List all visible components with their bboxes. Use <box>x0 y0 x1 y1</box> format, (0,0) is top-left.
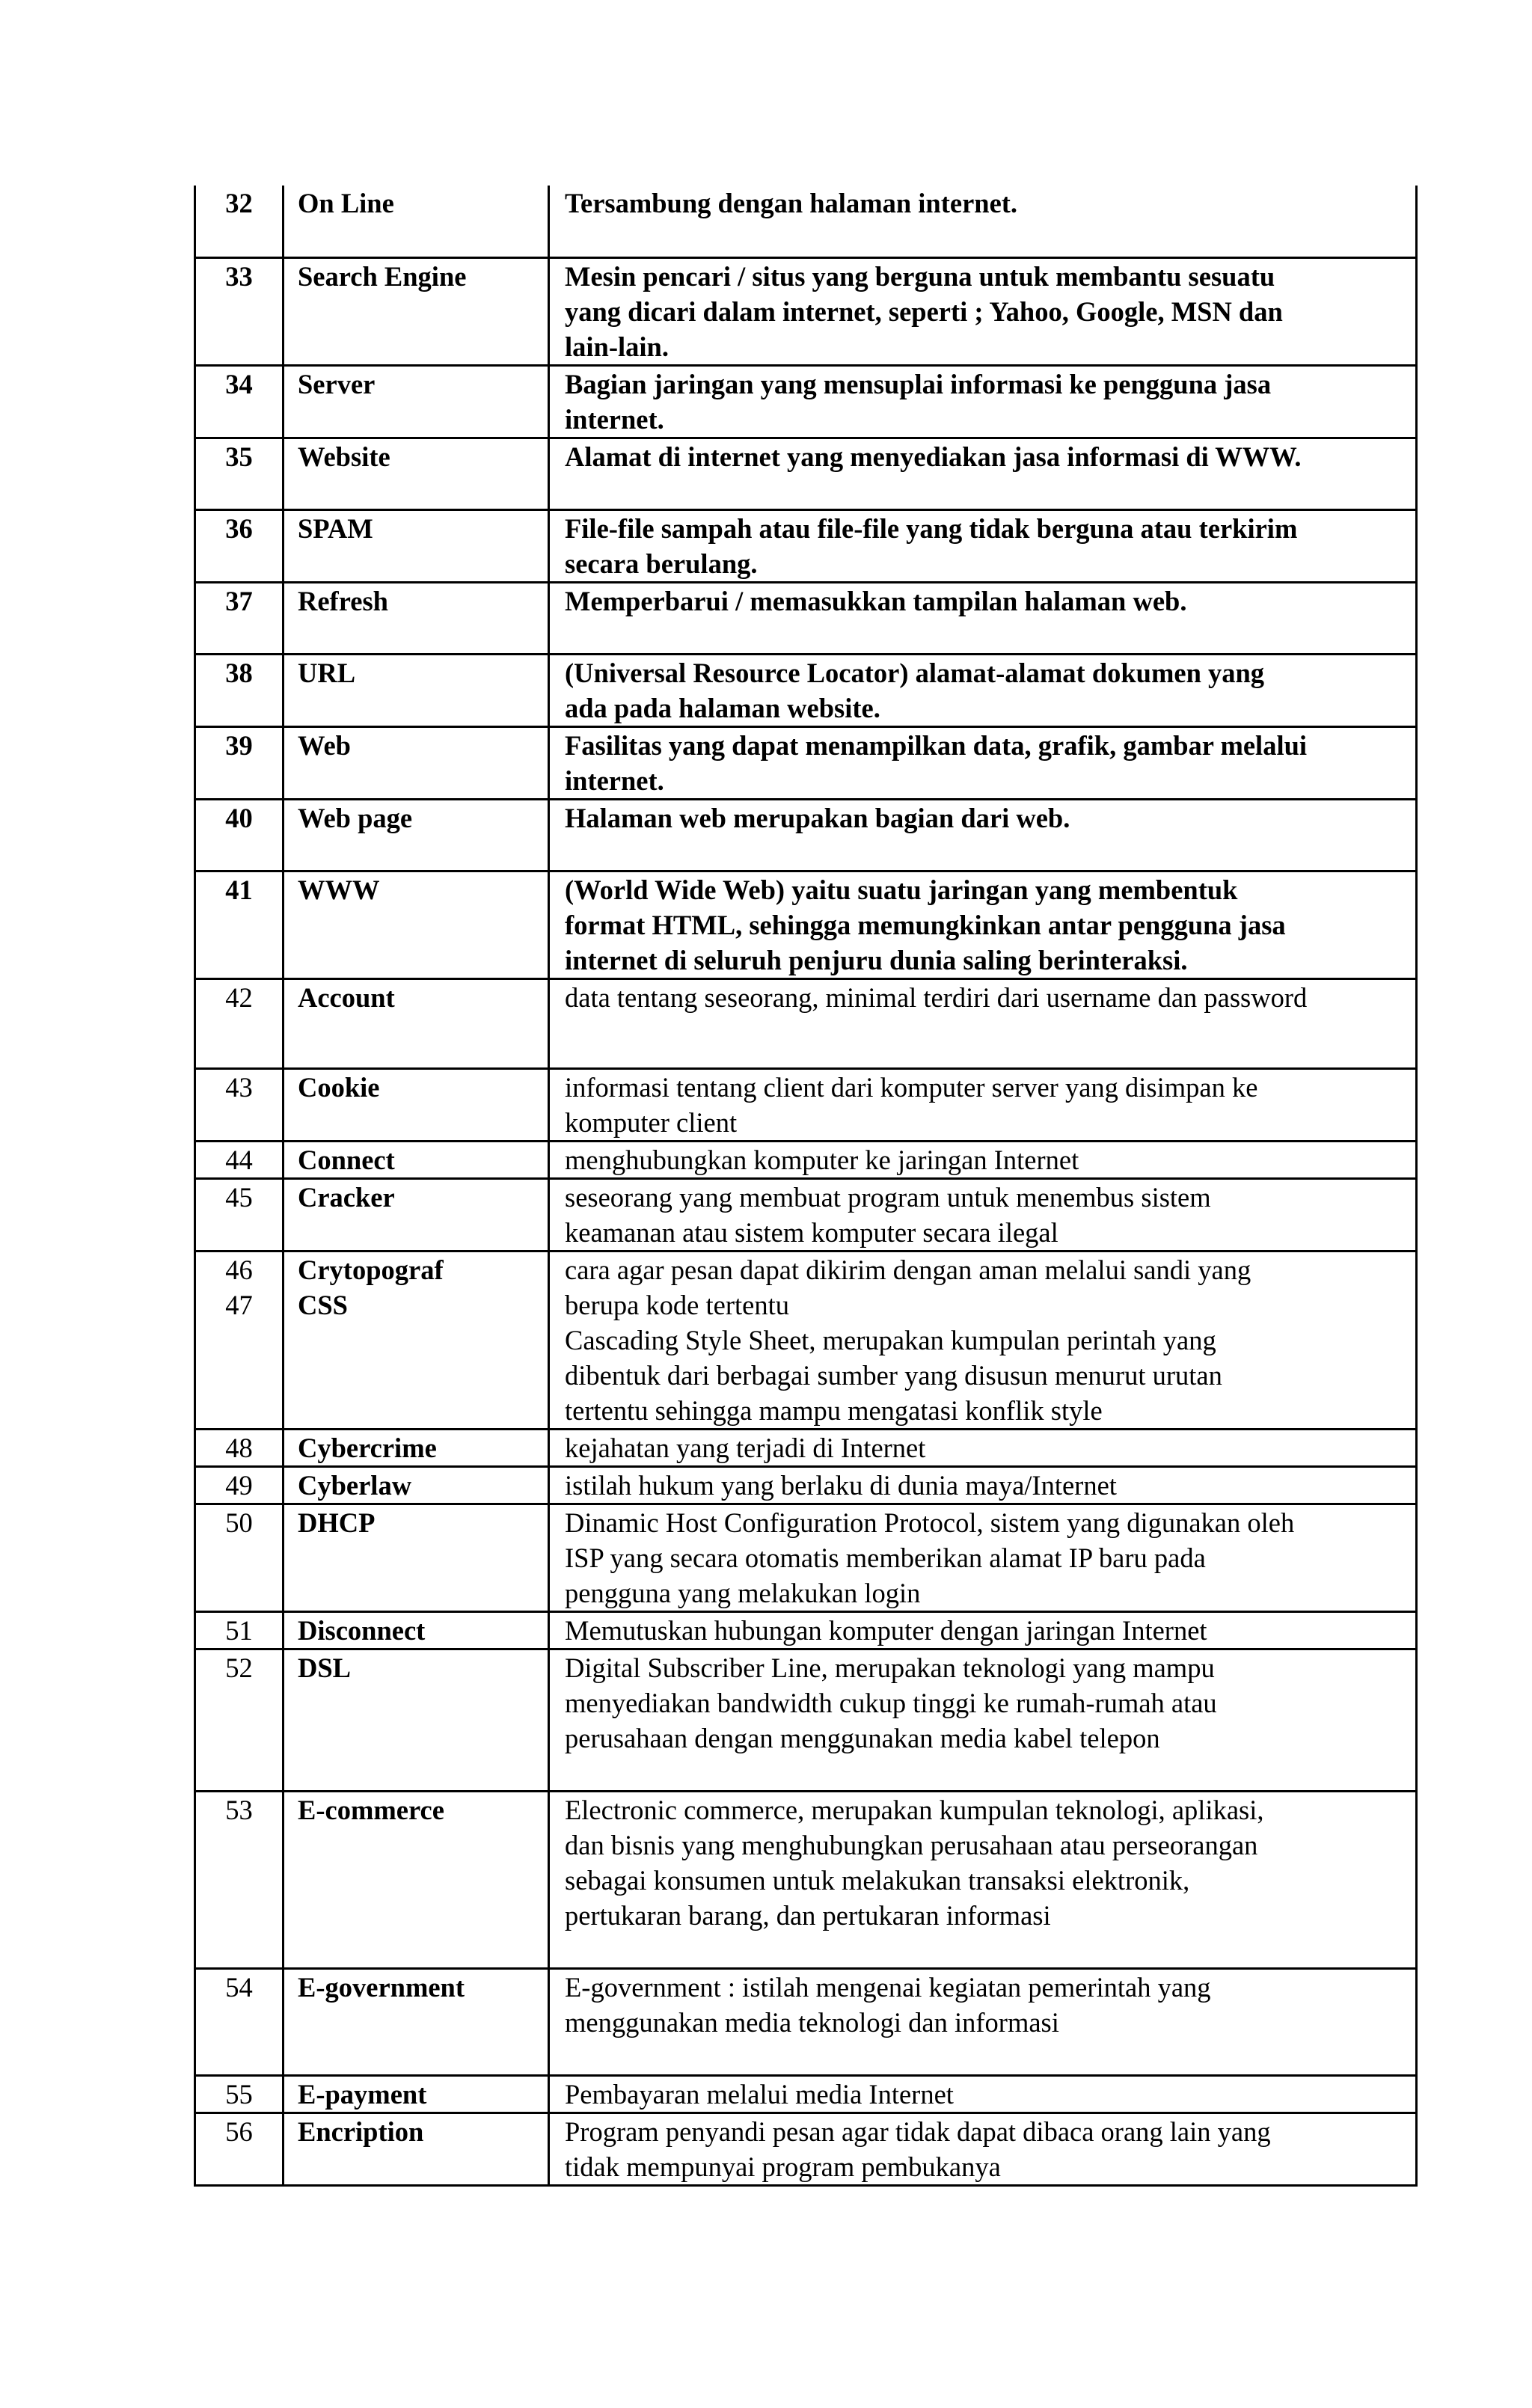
definition-cell <box>549 1141 1417 1178</box>
term-cell-line: Cracker <box>298 1181 395 1213</box>
definition-cell-line: istilah hukum yang berlaku di dunia maya/Internet <box>565 1469 1117 1501</box>
table-row <box>195 1968 1417 2075</box>
definition-cell-line: lain-lain. <box>565 331 669 362</box>
term-cell <box>284 1791 549 1968</box>
term-cell-line: Web page <box>298 802 413 833</box>
definition-cell <box>549 799 1417 871</box>
entry-number <box>195 978 284 1068</box>
definition-cell-line: data tentang seseorang, minimal terdiri dari username dan password <box>565 981 1308 1013</box>
definition-cell <box>549 1649 1417 1791</box>
definition-cell-line: File-file sampah atau file-file yang tidak berguna atau terkirim <box>565 512 1298 544</box>
definition-cell <box>549 1178 1417 1251</box>
term-cell <box>284 799 549 871</box>
entry-number <box>195 582 284 654</box>
table-row <box>195 1068 1417 1141</box>
table-row <box>195 257 1417 365</box>
definition-cell-line: cara agar pesan dapat dikirim dengan aman melalui sandi yang <box>565 1254 1251 1285</box>
definition-cell-line: Program penyandi pesan agar tidak dapat dibaca orang lain yang <box>565 2116 1271 2147</box>
term-cell <box>284 186 549 257</box>
definition-cell-line: perusahaan dengan menggunakan media kabel telepon <box>565 1722 1160 1753</box>
definition-cell <box>549 438 1417 509</box>
definition-cell-line: berupa kode tertentu <box>565 1289 789 1320</box>
definition-cell <box>549 1466 1417 1504</box>
entry-number-line: 48 <box>225 1432 253 1463</box>
glossary-table <box>194 186 1418 2187</box>
entry-number <box>195 1178 284 1251</box>
definition-cell-line: Halaman web merupakan bagian dari web. <box>565 802 1070 833</box>
term-cell <box>284 1429 549 1466</box>
entry-number-line: 32 <box>225 188 253 218</box>
entry-number-line: 38 <box>225 657 253 688</box>
entry-number <box>195 871 284 978</box>
entry-number-line: 45 <box>225 1181 253 1213</box>
entry-number-line: 33 <box>225 260 253 292</box>
entry-number-line: 52 <box>225 1652 253 1683</box>
entry-number <box>195 1141 284 1178</box>
term-cell <box>284 257 549 365</box>
table-row <box>195 1504 1417 1611</box>
entry-number <box>195 186 284 257</box>
definition-cell-line: Cascading Style Sheet, merupakan kumpulan perintah yang <box>565 1324 1216 1355</box>
definition-cell-line: E-government : istilah mengenai kegiatan pemerintah yang <box>565 1971 1211 2003</box>
definition-cell <box>549 1429 1417 1466</box>
entry-number-line: 36 <box>225 512 253 544</box>
definition-cell-line: keamanan atau sistem komputer secara ilegal <box>565 1216 1058 1248</box>
term-cell <box>284 2075 549 2113</box>
term-cell-line: Refresh <box>298 585 388 616</box>
term-cell <box>284 365 549 438</box>
term-cell <box>284 871 549 978</box>
table-row <box>195 582 1417 654</box>
term-cell <box>284 1141 549 1178</box>
term-cell-line: E-commerce <box>298 1794 444 1825</box>
entry-number-line: 37 <box>225 585 253 616</box>
definition-cell-line: format HTML, sehingga memungkinkan antar pengguna jasa <box>565 909 1286 940</box>
term-cell-line: SPAM <box>298 512 373 544</box>
term-cell-line: DHCP <box>298 1507 376 1538</box>
glossary-body <box>195 186 1417 2185</box>
definition-cell-line: tidak mempunyai program pembukanya <box>565 2151 1001 2182</box>
term-cell <box>284 1968 549 2075</box>
definition-cell <box>549 2113 1417 2185</box>
term-cell <box>284 509 549 582</box>
table-row <box>195 726 1417 799</box>
table-row <box>195 1251 1417 1429</box>
definition-cell-line: internet. <box>565 403 664 435</box>
entry-number <box>195 365 284 438</box>
term-cell-line: CSS <box>298 1289 348 1320</box>
definition-cell-line: komputer client <box>565 1106 738 1138</box>
entry-number <box>195 726 284 799</box>
table-row <box>195 438 1417 509</box>
definition-cell-line: (Universal Resource Locator) alamat-alamat dokumen yang <box>565 657 1265 688</box>
table-row <box>195 1429 1417 1466</box>
definition-cell-line: dan bisnis yang menghubungkan perusahaan atau perseorangan <box>565 1829 1258 1860</box>
entry-number <box>195 2075 284 2113</box>
entry-number <box>195 2113 284 2185</box>
definition-cell-line: internet di seluruh penjuru dunia saling berinteraksi. <box>565 944 1188 975</box>
term-cell-line: URL <box>298 657 356 688</box>
term-cell-line: Cookie <box>298 1071 380 1103</box>
entry-number-line: 40 <box>225 802 253 833</box>
term-cell <box>284 1068 549 1141</box>
entry-number <box>195 799 284 871</box>
entry-number-line: 39 <box>225 729 253 761</box>
entry-number <box>195 1429 284 1466</box>
entry-number <box>195 1649 284 1791</box>
definition-cell-line: Pembayaran melalui media Internet <box>565 2078 954 2110</box>
definition-cell <box>549 1968 1417 2075</box>
term-cell <box>284 1504 549 1611</box>
definition-cell-line: ISP yang secara otomatis memberikan alamat IP baru pada <box>565 1542 1206 1573</box>
definition-cell-line: Alamat di internet yang menyediakan jasa informasi di WWW. <box>565 441 1302 472</box>
term-cell <box>284 726 549 799</box>
entry-number-line: 55 <box>225 2078 253 2110</box>
term-cell <box>284 654 549 726</box>
term-cell <box>284 1178 549 1251</box>
definition-cell-line: secara berulang. <box>565 548 758 579</box>
term-cell-line: Encription <box>298 2116 424 2147</box>
entry-number-line: 41 <box>225 874 253 905</box>
entry-number <box>195 1251 284 1429</box>
entry-number-line: 34 <box>225 368 253 399</box>
definition-cell-line: menyediakan bandwidth cukup tinggi ke rumah-rumah atau <box>565 1687 1217 1718</box>
definition-cell <box>549 582 1417 654</box>
definition-cell-line: informasi tentang client dari komputer server yang disimpan ke <box>565 1071 1258 1103</box>
entry-number <box>195 257 284 365</box>
entry-number-line: 56 <box>225 2116 253 2147</box>
definition-cell-line: internet. <box>565 765 664 796</box>
definition-cell-line: Digital Subscriber Line, merupakan teknologi yang mampu <box>565 1652 1215 1683</box>
entry-number <box>195 1068 284 1141</box>
entry-number <box>195 1504 284 1611</box>
entry-number-line: 44 <box>225 1144 253 1175</box>
table-row <box>195 871 1417 978</box>
entry-number-line: 47 <box>225 1289 253 1320</box>
definition-cell <box>549 509 1417 582</box>
term-cell <box>284 1611 549 1649</box>
definition-cell-line: Electronic commerce, merupakan kumpulan teknologi, aplikasi, <box>565 1794 1264 1825</box>
definition-cell-line: Memutuskan hubungan komputer dengan jaringan Internet <box>565 1614 1207 1646</box>
term-cell-line: Crytopograf <box>298 1254 444 1285</box>
term-cell-line: Web <box>298 729 351 761</box>
table-row <box>195 1649 1417 1791</box>
definition-cell <box>549 186 1417 257</box>
term-cell-line: WWW <box>298 874 380 905</box>
entry-number <box>195 1611 284 1649</box>
term-cell-line: On Line <box>298 188 394 218</box>
term-cell-line: Website <box>298 441 390 472</box>
term-cell <box>284 438 549 509</box>
term-cell <box>284 582 549 654</box>
definition-cell-line: ada pada halaman website. <box>565 692 880 723</box>
definition-cell <box>549 1611 1417 1649</box>
term-cell-line: Cyberlaw <box>298 1469 412 1501</box>
term-cell-line: Search Engine <box>298 260 467 292</box>
term-cell <box>284 1649 549 1791</box>
definition-cell-line: Bagian jaringan yang mensuplai informasi ke pengguna jasa <box>565 368 1272 399</box>
term-cell-line: Account <box>298 981 395 1013</box>
definition-cell-line: Mesin pencari / situs yang berguna untuk membantu sesuatu <box>565 260 1275 292</box>
entry-number-line: 54 <box>225 1971 253 2003</box>
table-row <box>195 186 1417 257</box>
entry-number-line: 42 <box>225 981 253 1013</box>
table-row <box>195 1791 1417 1968</box>
definition-cell-line: sebagai konsumen untuk melakukan transaksi elektronik, <box>565 1864 1190 1896</box>
term-cell-line: E-payment <box>298 2078 427 2110</box>
entry-number <box>195 509 284 582</box>
definition-cell-line: Memperbarui / memasukkan tampilan halaman web. <box>565 585 1187 616</box>
definition-cell <box>549 654 1417 726</box>
table-row <box>195 2113 1417 2185</box>
definition-cell <box>549 871 1417 978</box>
definition-cell <box>549 257 1417 365</box>
table-row <box>195 1178 1417 1251</box>
definition-cell <box>549 1791 1417 1968</box>
definition-cell <box>549 726 1417 799</box>
term-cell <box>284 2113 549 2185</box>
term-cell-line: DSL <box>298 1652 352 1683</box>
entry-number-line: 51 <box>225 1614 253 1646</box>
entry-number <box>195 1466 284 1504</box>
table-row <box>195 799 1417 871</box>
definition-cell <box>549 978 1417 1068</box>
entry-number-line: 35 <box>225 441 253 472</box>
term-cell-line: Cybercrime <box>298 1432 437 1463</box>
definition-cell <box>549 1068 1417 1141</box>
definition-cell-line: tertentu sehingga mampu mengatasi konflik style <box>565 1394 1103 1426</box>
definition-cell-line: pengguna yang melakukan login <box>565 1577 921 1608</box>
definition-cell-line: seseorang yang membuat program untuk menembus sistem <box>565 1181 1211 1213</box>
term-cell-line: E-government <box>298 1971 465 2003</box>
table-row <box>195 978 1417 1068</box>
definition-cell-line: dibentuk dari berbagai sumber yang disusun menurut urutan <box>565 1359 1222 1391</box>
definition-cell-line: menghubungkan komputer ke jaringan Internet <box>565 1144 1079 1175</box>
term-cell-line: Disconnect <box>298 1614 426 1646</box>
entry-number <box>195 654 284 726</box>
definition-cell <box>549 1504 1417 1611</box>
definition-cell-line: Fasilitas yang dapat menampilkan data, grafik, gambar melalui <box>565 729 1308 761</box>
table-row <box>195 1466 1417 1504</box>
table-row <box>195 1141 1417 1178</box>
term-cell-line: Server <box>298 368 376 399</box>
definition-cell-line: yang dicari dalam internet, seperti ; Yahoo, Google, MSN dan <box>565 295 1283 327</box>
definition-cell-line: kejahatan yang terjadi di Internet <box>565 1432 926 1463</box>
table-row <box>195 509 1417 582</box>
entry-number-line: 53 <box>225 1794 253 1825</box>
entry-number <box>195 1968 284 2075</box>
entry-number <box>195 438 284 509</box>
entry-number-line: 50 <box>225 1507 253 1538</box>
definition-cell-line: pertukaran barang, dan pertukaran informasi <box>565 1899 1051 1931</box>
definition-cell-line: (World Wide Web) yaitu suatu jaringan yang membentuk <box>565 874 1238 905</box>
definition-cell-line: menggunakan media teknologi dan informasi <box>565 2006 1059 2038</box>
table-row <box>195 2075 1417 2113</box>
term-cell-line: Connect <box>298 1144 395 1175</box>
entry-number <box>195 1791 284 1968</box>
term-cell <box>284 1466 549 1504</box>
entry-number-line: 46 <box>225 1254 253 1285</box>
term-cell <box>284 1251 549 1429</box>
definition-cell <box>549 1251 1417 1429</box>
definition-cell-line: Tersambung dengan halaman internet. <box>565 188 1018 218</box>
table-row <box>195 654 1417 726</box>
entry-number-line: 49 <box>225 1469 253 1501</box>
table-row <box>195 1611 1417 1649</box>
definition-cell <box>549 365 1417 438</box>
definition-cell-line: Dinamic Host Configuration Protocol, sistem yang digunakan oleh <box>565 1507 1295 1538</box>
table-row <box>195 365 1417 438</box>
term-cell <box>284 978 549 1068</box>
definition-cell <box>549 2075 1417 2113</box>
entry-number-line: 43 <box>225 1071 253 1103</box>
